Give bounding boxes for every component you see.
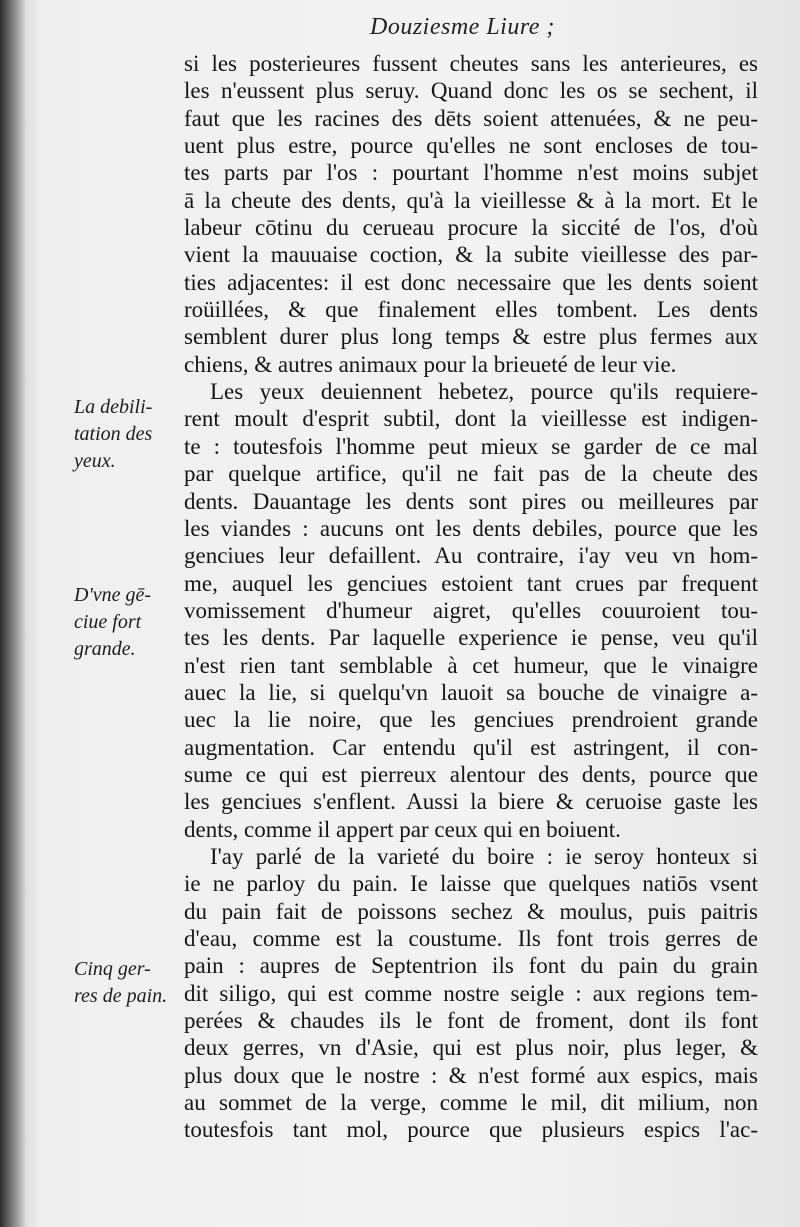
text-line: uec la lie noire, que les genciues prendroient grande [184,707,758,733]
text-line: Les yeux deuiennent hebetez, pource qu'ils requiere- [210,379,758,405]
margin-note-line: yeux. [74,450,116,472]
margin-note-line: tation des [74,423,153,445]
margin-note-pain [74,956,182,1010]
text-line: te : toutesfois l'homme peut mieux se garder de ce mal [184,433,758,459]
text-line: sume ce qui est pierreux alentour des dents, pource que [184,761,758,787]
text-line: chiens, & autres animaux pour la brieueté de leur vie. [184,351,677,377]
text-line: roüillées, & que finalement elles tombent. Les dents [184,297,758,323]
text-line: du pain fait de poissons sechez & moulus, puis paitris [184,898,758,924]
margin-note-genciue [74,582,182,663]
margin-note-line: grande. [74,638,136,660]
text-line: tes parts par l'os : pourtant l'homme n'est moins subjet [184,160,758,186]
text-line: toutesfois tant mol, pource que plusieurs espics l'ac- [184,1117,758,1143]
text-line: I'ay parlé de la varieté du boire : ie seroy honteux si [210,843,758,869]
text-line: si les posterieures fussent cheutes sans les anterieures, es [184,51,758,76]
text-line: labeur cōtinu du cerueau procure la siccité de l'os, d'où [184,215,758,241]
margin-note-line: D'vne gē- [74,584,152,606]
text-line: semblent durer plus long temps & estre plus fermes aux [184,324,758,350]
text-line: dents. Dauantage les dents sont pires ou meilleures par [184,488,758,514]
text-line: uent plus estre, pource qu'elles ne sont encloses de tou- [184,133,758,159]
text-line: ie ne parloy du pain. Ie laisse que quelques natiōs vsent [184,871,758,897]
text-line: rent moult d'esprit subtil, dont la vieillesse est indigen- [184,406,758,432]
text-line: d'eau, comme est la coustume. Ils font trois gerres de [184,926,758,951]
margin-note-line: Cinq ger- [74,958,151,980]
text-line: tes les dents. Par laquelle experience ie pense, veu qu'il [184,625,758,651]
text-line: les genciues s'enflent. Aussi la biere & ceruoise gaste les [184,789,758,815]
text-line: vomissement d'humeur aigret, qu'elles couuroient tou- [184,597,758,623]
text-line: ties adjacentes: il est donc necessaire que les dents soient [184,269,758,295]
text-line: perées & chaudes ils le font de froment, dont ils font [184,1008,758,1034]
text-line: genciues leur defaillent. Au contraire, i'ay veu vn hom- [184,543,758,569]
text-line: par quelque artifice, qu'il ne fait pas de la cheute des [184,461,758,487]
text-line: augmentation. Car entendu qu'il est astringent, il con- [184,734,758,760]
text-line: dit siligo, qui est comme nostre seigle : aux regions tem- [184,980,758,1006]
text-line: au sommet de la verge, comme le mil, dit milium, non [184,1090,758,1116]
text-line: pain : aupres de Septentrion ils font du pain du grain [184,953,758,979]
margin-note-line: res de pain. [74,985,168,1007]
text-line: deux gerres, vn d'Asie, qui est plus noir, plus leger, & [184,1035,758,1061]
text-line: ā la cheute des dents, qu'à la vieillesse & à la mort. Et le [184,187,758,213]
running-title: Douziesme Liure ; [370,14,555,40]
text-line: vient la mauuaise coction, & la subite vieillesse des par- [184,242,758,268]
text-line: les n'eussent plus seruy. Quand donc les os se sechent, il [184,78,758,104]
text-line: plus doux que le nostre : & n'est formé aux espics, mais [184,1062,758,1088]
gutter-shadow [0,0,26,1227]
text-line: n'est rien tant semblable à cet humeur, que le vinaigre [184,652,758,678]
text-line: faut que les racines des dēts soient attenuées, & ne peu- [184,105,758,131]
text-line: les viandes : aucuns ont les dents debiles, pource que les [184,515,758,541]
margin-note-line: ciue fort [74,611,142,633]
text-line: me, auquel les genciues estoient tant crues par frequent [184,570,758,596]
margin-note-line: La debili- [74,396,153,418]
text-line: dents, comme il appert par ceux qui en boiuent. [184,816,621,842]
margin-note-debilitation [74,394,182,475]
body-text [184,50,758,1144]
text-line: auec la lie, si quelqu'vn lauoit sa bouche de vinaigre a- [184,679,758,705]
